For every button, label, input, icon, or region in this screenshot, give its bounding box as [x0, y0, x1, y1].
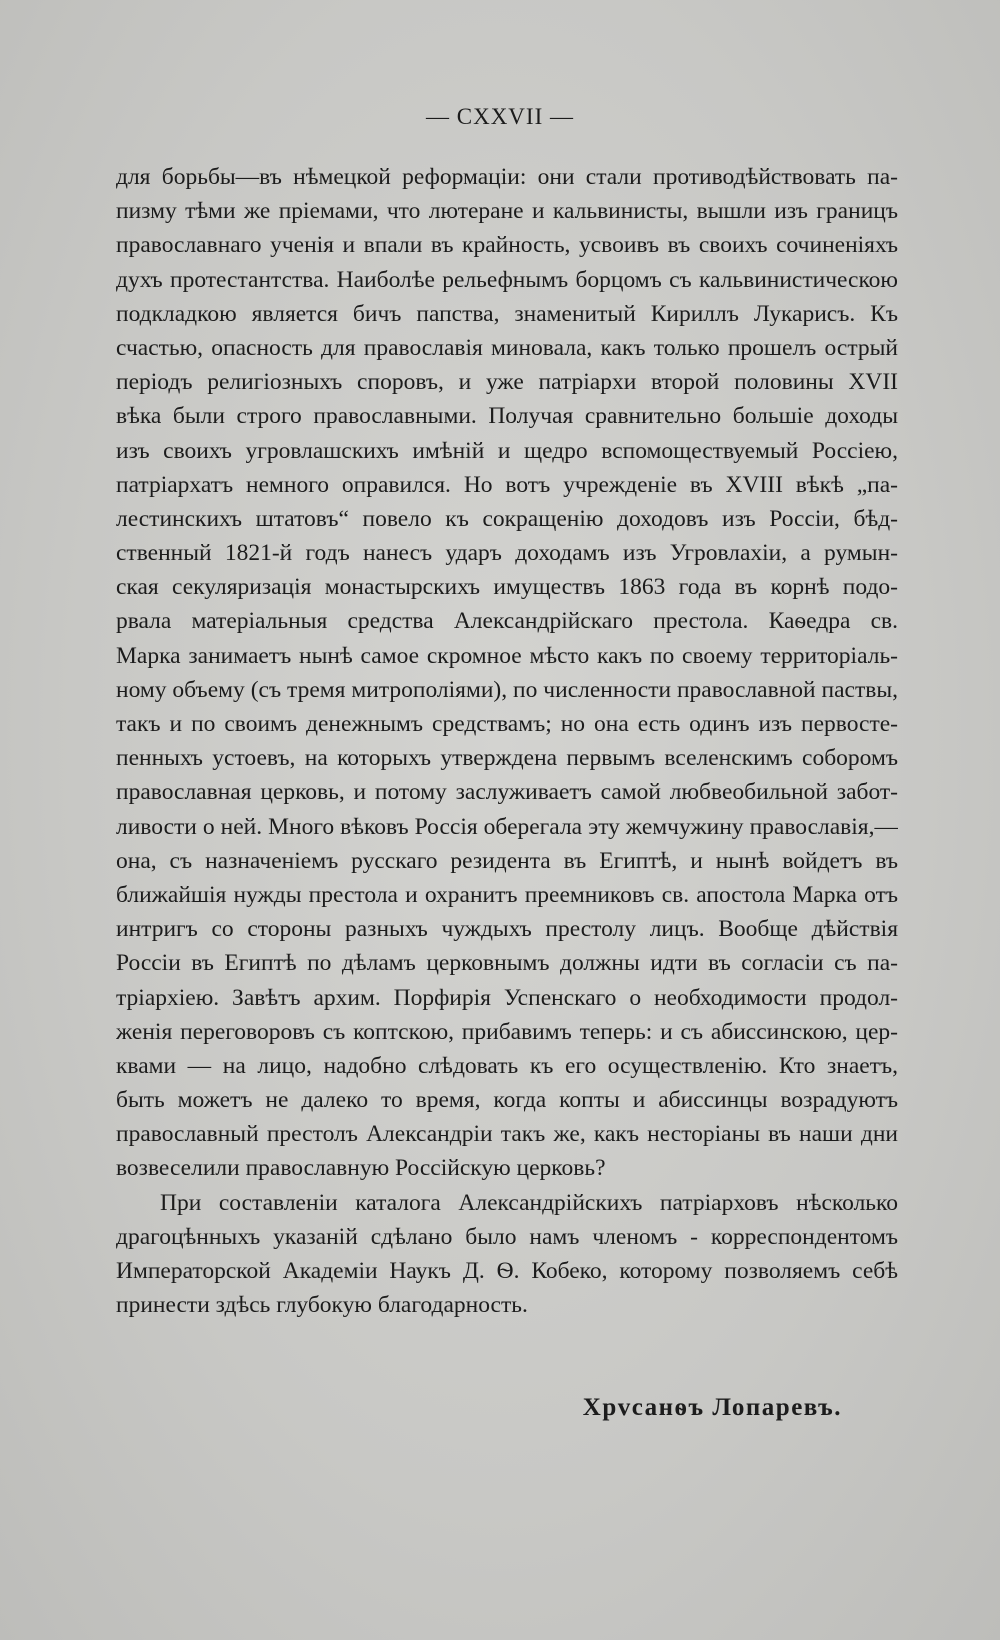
text-line: православный престолъ Александріи такъ же, какъ несторіаны въ наши дни	[116, 1121, 898, 1148]
text-line: Императорской Академіи Наукъ Д. Ѳ. Кобеко, которому позволяемъ себѣ	[116, 1258, 898, 1284]
text-line: православная церковь, и потому заслуживаетъ самой любвеобильной забот-	[116, 779, 898, 806]
text-line: тріархіею. Завѣтъ архим. Порфирія Успенскаго о необходимости продол-	[116, 984, 898, 1011]
text-line: она, съ назначеніемъ русскаго резидента въ Египтѣ, и нынѣ войдетъ въ	[116, 847, 898, 874]
text-line: ственный 1821-й годъ нанесъ ударъ доходамъ изъ Угровлахіи, а румын-	[116, 540, 898, 567]
text-line: ливости о ней. Много вѣковъ Россія оберегала эту жемчужину православія,—	[116, 813, 898, 840]
text-line: духъ протестантства. Наиболѣе рельефнымъ борцомъ съ кальвинистическою	[116, 266, 898, 293]
page-number: — CXXVII —	[426, 104, 574, 129]
text-line: драгоцѣнныхъ указаній сдѣлано было намъ членомъ - корреспондентомъ	[116, 1223, 898, 1250]
text-line: Россіи въ Египтѣ по дѣламъ церковнымъ должны идти въ согласіи съ па-	[116, 950, 898, 977]
text-line: пенныхъ устоевъ, на которыхъ утверждена первымъ вселенскимъ соборомъ	[116, 745, 898, 772]
text-line: лестинскихъ штатовъ“ повело къ сокращенію доходовъ изъ Россіи, бѣд-	[116, 505, 898, 532]
text-line: При составленіи каталога Александрійскихъ патріарховъ нѣсколько	[160, 1189, 898, 1216]
text-line: ская секуляризація монастырскихъ имуществъ 1863 года въ корнѣ подо-	[116, 574, 898, 601]
text-line: ближайшія нужды престола и охранитъ преемниковъ св. апостола Марка отъ	[116, 881, 898, 908]
text-line: принести здѣсь глубокую благодарность.	[116, 1292, 528, 1319]
text-line: изъ своихъ угровлашскихъ имѣній и щедро вспомоществуемый Россіею,	[116, 437, 898, 464]
text-line: такъ и по своимъ денежнымъ средствамъ; но она есть одинъ изъ первосте-	[116, 711, 898, 737]
paragraph-2	[116, 1186, 898, 1323]
text-line: подкладкою является бичъ папства, знаменитый Кириллъ Лукарисъ. Къ	[116, 300, 898, 327]
text-line: пизму тѣми же пріемами, что лютеране и кальвинисты, вышли изъ границъ	[116, 198, 898, 225]
text-line: для борьбы—въ нѣмецкой реформаціи: они стали противодѣйствовать па-	[116, 164, 898, 190]
text-line: Марка занимаетъ нынѣ самое скромное мѣсто какъ по своему территоріаль-	[116, 642, 898, 669]
text-line: православнаго ученія и впали въ крайность, усвоивъ въ своихъ сочиненіяхъ	[116, 232, 898, 259]
body-text	[116, 160, 898, 1322]
text-line: счастью, опасность для православія миновала, какъ только прошелъ острый	[116, 334, 898, 361]
text-line: возвеселили православную Россійскую церковь?	[116, 1155, 606, 1182]
author-signature: Хрvсанѳъ Лопаревъ.	[582, 1394, 842, 1421]
text-line: рвала матеріальныя средства Александрійскаго престола. Каѳедра св.	[116, 608, 898, 635]
text-line: ному объему (съ тремя митрополіями), по численности православной паствы,	[116, 676, 898, 703]
text-line: вѣка были строго православными. Получая сравнительно большіе доходы	[116, 403, 898, 430]
text-line: патріархатъ немного оправился. Но вотъ учрежденіе въ XVIII вѣкѣ „па-	[116, 471, 898, 498]
text-line: женія переговоровъ съ коптскою, прибавимъ теперь: и съ абиссинскою, цер-	[116, 1018, 898, 1045]
paragraph-1	[116, 160, 898, 1186]
text-line: періодъ религіозныхъ споровъ, и уже патріархи второй половины XVII	[116, 369, 898, 396]
text-line: квами — на лицо, надобно слѣдовать къ его осуществленію. Кто знаетъ,	[116, 1052, 898, 1079]
text-line: быть можетъ не далеко то время, когда копты и абиссинцы возрадуютъ	[116, 1087, 898, 1114]
text-line: интригъ со стороны разныхъ чуждыхъ престолу лицъ. Вообще дѣйствія	[116, 916, 898, 943]
